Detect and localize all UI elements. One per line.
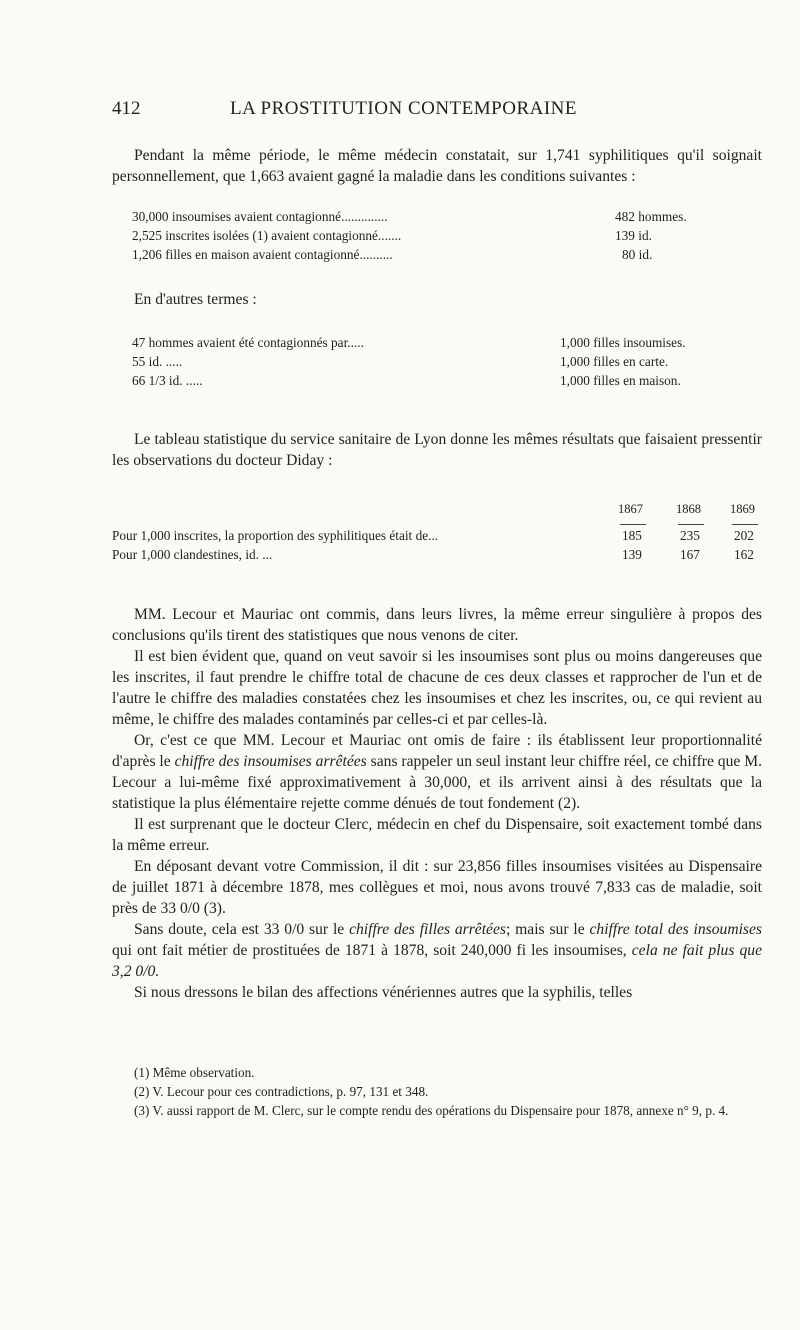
year-rule (732, 524, 758, 525)
table3-value: 185 (622, 528, 642, 543)
table2-row-value: 1,000 filles en maison. (560, 373, 681, 388)
body-paragraph: Si nous dressons le bilan des affections vénériennes autres que la syphilis, telles (134, 984, 633, 1001)
page-number: 412 (112, 98, 141, 119)
body-paragraph: Il est surprenant que le docteur Clerc, médecin en chef du Dispensaire, soit exactement tombé dans la même erreur. (112, 816, 762, 854)
table3-value: 235 (680, 528, 700, 543)
table1-row-label: 1,206 filles en maison avaient contagionné.......... (132, 247, 393, 262)
running-title: LA PROSTITUTION CONTEMPORAINE (230, 98, 577, 119)
body-paragraph: En déposant devant votre Commission, il dit : sur 23,856 filles insoumises visitées au Dispensaire de juillet 1871 à décembre 1878, mes collègues et moi, nous avons trouvé 7,833 cas de maladie, soit près de 33 0/0 (3). (112, 858, 762, 917)
year-header: 1867 (618, 502, 643, 516)
body-paragraph: MM. Lecour et Mauriac ont commis, dans leurs livres, la même erreur singulière à propos des conclusions qu'ils tirent des statistiques que nous venons de citer. (112, 606, 762, 644)
page-header (112, 98, 752, 128)
table3-value: 167 (680, 547, 700, 562)
table1-row-value: 482 hommes. (615, 209, 687, 224)
table3-row-label: Pour 1,000 inscrites, la proportion des syphilitiques était de... (112, 528, 439, 543)
body-text (112, 604, 762, 1003)
table1-row-label: 30,000 insoumises avaient contagionné.............. (132, 209, 388, 224)
table1-row-value: 139 id. (615, 228, 652, 243)
body-paragraph: Or, c'est ce que MM. Lecour et Mauriac ont omis de faire : ils établissent leur proportionnalité d'après le chiffre des insoumises arrêtées sans rappeler un seul instant leur chiffre réel, ce chiffre que M. Lecour a lui-même fixé approximativement à 30,000, et ils arrivent ainsi à des résultats que la statistique la plus élémentaire rejette comme dénués de tout fondement (2). (112, 732, 762, 812)
table3-value: 139 (622, 547, 642, 562)
intro-paragraph: Pendant la même période, le même médecin constatait, sur 1,741 syphilitiques qu'il soignait personnellement, que 1,663 avaient gagné la maladie dans les conditions suivantes : (112, 147, 762, 185)
year-rule (620, 524, 646, 525)
other-terms-line: En d'autres termes : (134, 291, 257, 308)
lyon-paragraph: Le tableau statistique du service sanitaire de Lyon donne les mêmes résultats que faisaient pressentir les observations du docteur Diday : (112, 431, 762, 469)
table1-row-label: 2,525 inscrites isolées (1) avaient contagionné....... (132, 228, 402, 243)
footnote: (2) V. Lecour pour ces contradictions, p. 97, 131 et 348. (134, 1084, 429, 1099)
year-header: 1868 (676, 502, 701, 516)
table2-row-label: 66 1/3 id. ..... (132, 373, 203, 388)
table3-value: 202 (734, 528, 754, 543)
body-paragraph: Il est bien évident que, quand on veut savoir si les insoumises sont plus ou moins dangereuses que les inscrites, il faut prendre le chiffre total de chacune de ces deux classes et rapprocher de l'un et de l'autre le chiffre des maladies constatées chez les insoumises et chez les inscrites, ou, ce qui revient au même, le chiffre des malades contaminés par celles-ci et par celles-là. (112, 648, 762, 728)
year-rule (678, 524, 704, 525)
table2-row-label: 47 hommes avaient été contagionnés par..... (132, 335, 364, 350)
table2-row-value: 1,000 filles en carte. (560, 354, 669, 369)
table2-row-label: 55 id. ..... (132, 354, 183, 369)
table2-row-value: 1,000 filles insoumises. (560, 335, 686, 350)
footnote: (3) V. aussi rapport de M. Clerc, sur le compte rendu des opérations du Dispensaire pour 1878, annexe n° 9, p. 4. (134, 1103, 729, 1118)
footnote: (1) Même observation. (134, 1065, 255, 1080)
body-paragraph: Sans doute, cela est 33 0/0 sur le chiffre des filles arrêtées; mais sur le chiffre total des insoumises qui ont fait métier de prostituées de 1871 à 1878, soit 240,000 fi les insoumises, cela ne fait plus que 3,2 0/0. (112, 921, 762, 980)
table3-value: 162 (734, 547, 754, 562)
table3-row-label: Pour 1,000 clandestines, id. ... (112, 547, 273, 562)
table1-row-value: 80 id. (622, 247, 653, 262)
year-header: 1869 (730, 502, 755, 516)
